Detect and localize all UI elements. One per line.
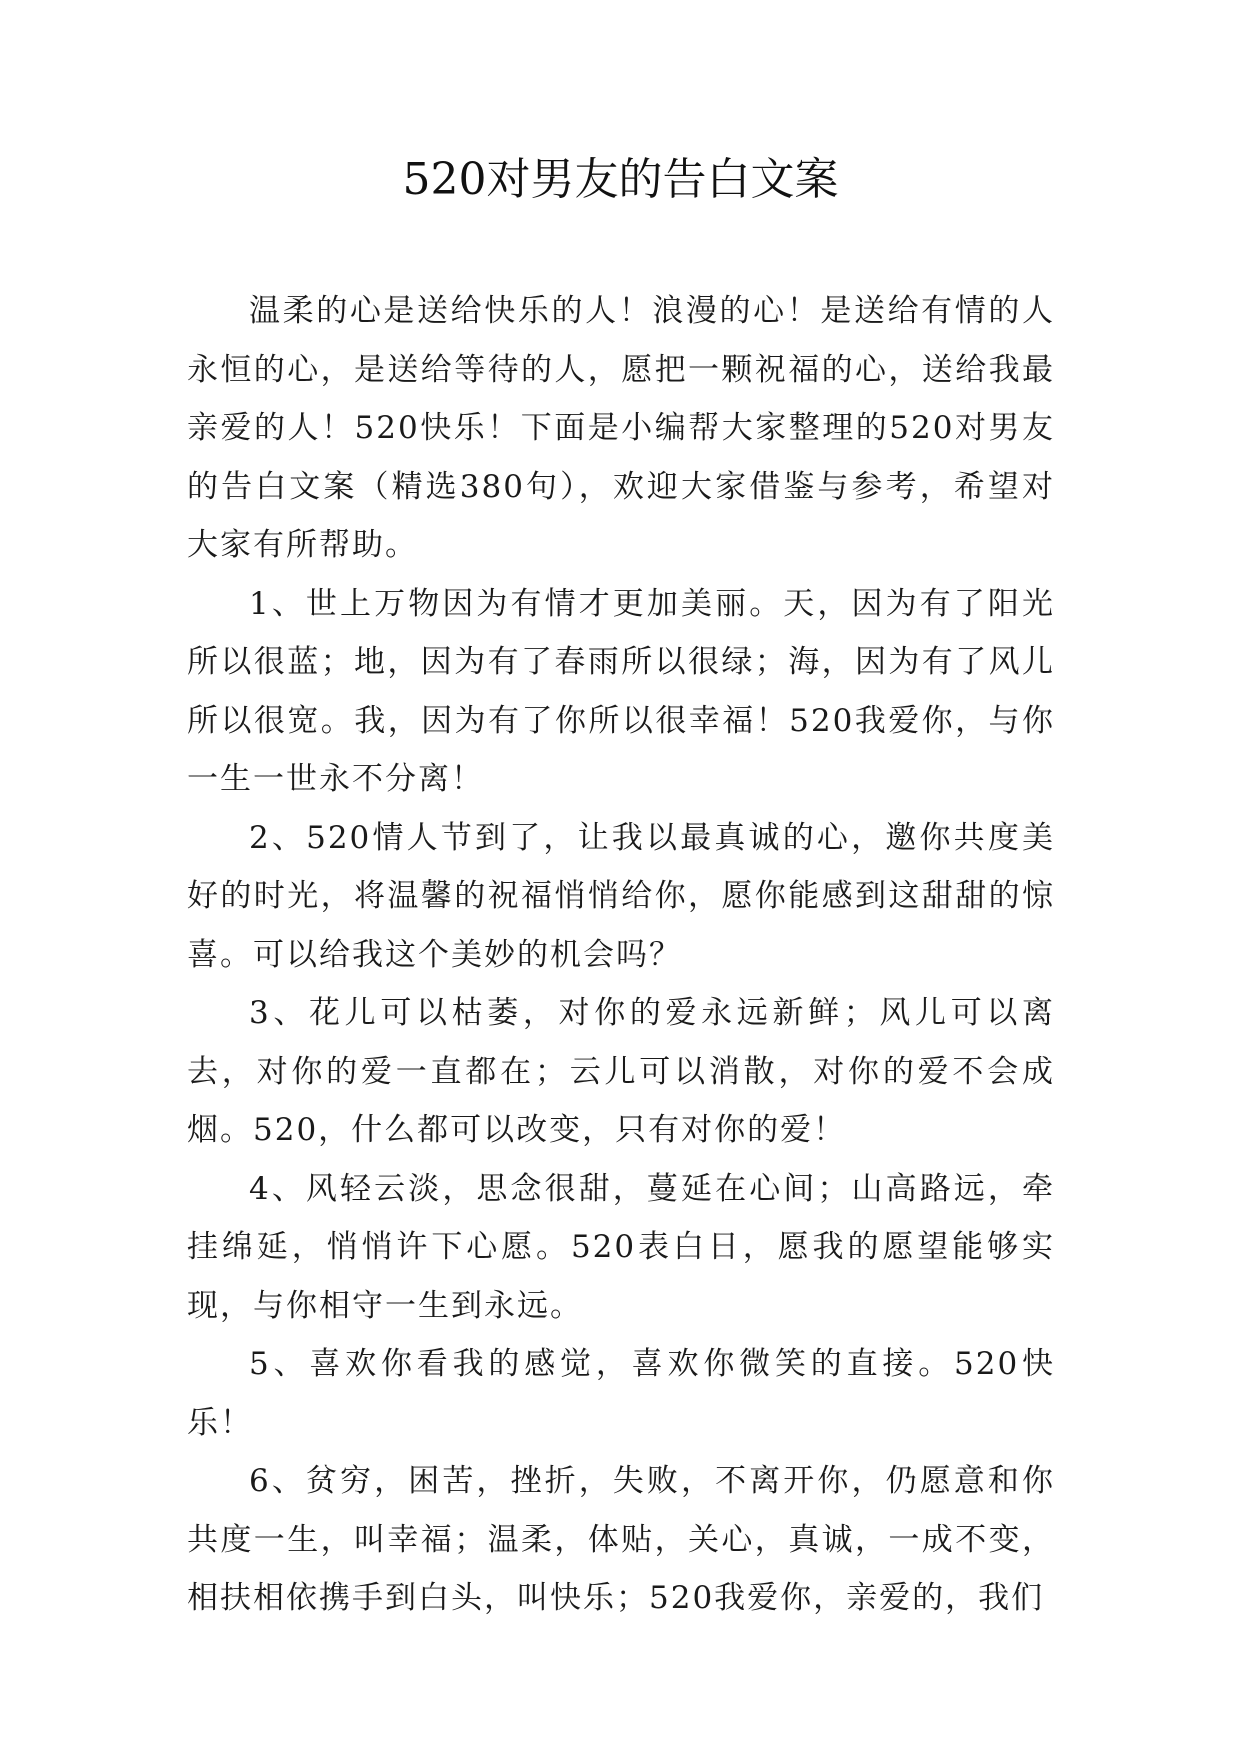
paragraph-item-5: 5、喜欢你看我的感觉，喜欢你微笑的直接。520快乐！ <box>187 1346 1055 1441</box>
paragraph-item-3: 3、花儿可以枯萎，对你的爱永远新鲜；风儿可以离去，对你的爱一直都在；云儿可以消散，对你的爱不会成烟。520，什么都可以改变，只有对你的爱！ <box>187 995 1055 1148</box>
intro-paragraph: 温柔的心是送给快乐的人！浪漫的心！是送给有情的人永恒的心，是送给等待的人，愿把一颗祝福的心，送给我最亲爱的人！520快乐！下面是小编帮大家整理的520对男友的告白文案（精选380句），欢迎大家借鉴与参考，希望对大家有所帮助。 <box>187 293 1055 563</box>
document-body <box>187 282 1055 1628</box>
paragraph-item-4: 4、风轻云淡，思念很甜，蔓延在心间；山高路远，牵挂绵延，悄悄许下心愿。520表白日，愿我的愿望能够实现，与你相守一生到永远。 <box>187 1170 1055 1324</box>
paragraph-item-2: 2、520情人节到了，让我以最真诚的心，邀你共度美好的时光，将温馨的祝福悄悄给你，愿你能感到这甜甜的惊喜。可以给我这个美妙的机会吗？ <box>187 819 1055 973</box>
paragraph-item-1: 1、世上万物因为有情才更加美丽。天，因为有了阳光所以很蓝；地，因为有了春雨所以很绿；海，因为有了风儿所以很宽。我，因为有了你所以很幸福！520我爱你，与你一生一世永不分离！ <box>187 585 1055 797</box>
paragraph-item-6: 6、贫穷，困苦，挫折，失败，不离开你，仍愿意和你共度一生，叫幸福；温柔，体贴，关心，真诚，一成不变，相扶相依携手到白头，叫快乐；520我爱你，亲爱的，我们 <box>187 1463 1055 1616</box>
document-title: 520对男友的告白文案 <box>402 154 839 205</box>
